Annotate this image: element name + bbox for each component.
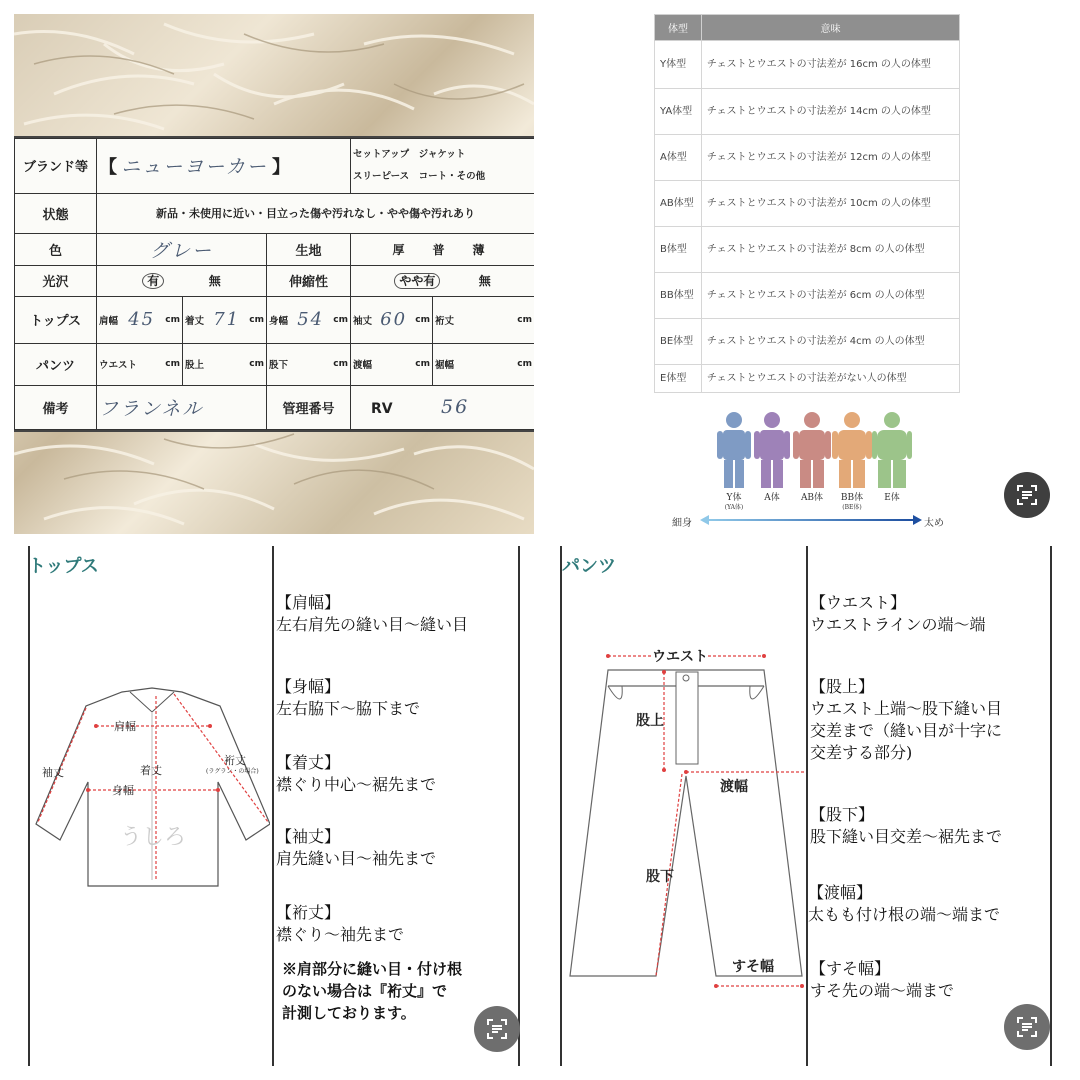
type-options-row-2: スリーピース コート・その他 — [353, 170, 486, 182]
color-value: グレー — [149, 239, 213, 262]
pants-item-waist: 【ウエスト】 ウエストラインの端〜端 — [810, 593, 986, 634]
pants-item-rise: 【股上】 ウエスト上端〜股下縫い目 交差まで（縫い目が十字に 交差する部分) — [810, 677, 1003, 762]
figure-y-body-icon — [714, 410, 754, 490]
tops-item-length: 【着丈】 襟ぐり中心〜裾先まで — [276, 753, 437, 794]
scan-text-button[interactable] — [1004, 472, 1050, 518]
figure-ab-body-icon — [792, 410, 832, 490]
brand-bracket-close: 】 — [272, 157, 290, 179]
diagram-length-label: 着丈 — [140, 764, 162, 777]
fabric-options: 厚 普 薄 — [351, 233, 534, 265]
label-photo — [14, 14, 534, 534]
tops-width: 身幅 54 cm — [269, 309, 349, 331]
tops-item-shoulder: 【肩幅】 左右肩先の縫い目〜縫い目 — [276, 593, 469, 634]
tops-measure-panel — [28, 546, 534, 1066]
pants-thigh: 渡幅 cm — [353, 359, 431, 372]
jacket-diagram — [34, 684, 270, 894]
pants-title: パンツ — [562, 556, 616, 577]
figure-a-body-icon — [752, 410, 792, 490]
tops-item-yuki: 【裄丈】 襟ぐり〜袖先まで — [276, 903, 405, 944]
tops-item-width: 【身幅】 左右脇下〜脇下まで — [276, 677, 421, 718]
scan-text-icon — [1015, 483, 1039, 507]
notes-value: フランネル — [99, 397, 204, 420]
pants-item-hem: 【すそ幅】 すそ先の端〜端まで — [810, 959, 955, 1000]
type-options-row-1: セットアップ ジャケット — [353, 148, 466, 160]
diagram-sleeve-label: 袖丈 — [42, 766, 64, 779]
pants-measure-panel — [560, 546, 1066, 1066]
figure-a-label: A体 — [764, 493, 780, 503]
diagram-hem-label: すそ幅 — [732, 959, 774, 975]
diagram-rise-label: 股上 — [636, 713, 664, 729]
tops-yuki: 裄丈 cm — [435, 314, 532, 327]
brand-value: ニューヨーカー — [121, 156, 268, 179]
tops-title: トップス — [28, 556, 99, 577]
figure-y-sublabel: (YA体) — [724, 504, 744, 511]
brand-bracket-open: 【 — [99, 157, 117, 179]
table-row: BE体型 チェストとウエストの寸法差が 4cm の人の体型 — [655, 319, 960, 365]
diagram-shoulder-label: 肩幅 — [114, 720, 136, 733]
color-label: 色 — [15, 233, 97, 265]
pants-diagram — [564, 642, 804, 992]
tops-shoulder: 肩幅 45 cm — [99, 309, 180, 331]
diagram-yuki-note: (ラグラン・の場合) — [206, 768, 259, 775]
axis-label-slim: 細身 — [672, 518, 692, 529]
tops-note: ※肩部分に縫い目・付け根 のない場合は『裄丈』で 計測しております。 — [282, 960, 463, 1022]
diagram-waist-label: ウエスト — [652, 646, 708, 666]
figure-bb-sublabel: (BE体) — [842, 504, 862, 511]
stretch-no: 無 — [478, 274, 491, 289]
stretch-yes: やや有 — [394, 273, 440, 289]
body-scale-arrow — [700, 514, 922, 526]
figure-bb-body-icon — [832, 410, 872, 490]
fabric-label: 生地 — [267, 233, 351, 265]
tops-sleeve: 袖丈 60 cm — [353, 309, 430, 331]
table-row: E体型 チェストとウエストの寸法差がない人の体型 — [655, 365, 960, 393]
axis-label-thick: 太め — [924, 518, 944, 529]
figure-ab-label: AB体 — [800, 493, 824, 503]
diagram-thigh-label: 渡幅 — [720, 779, 748, 795]
diagram-width-label: 身幅 — [112, 784, 134, 797]
pants-item-thigh: 【渡幅】 太もも付け根の端〜端まで — [808, 883, 1001, 924]
scan-text-icon — [1015, 1015, 1039, 1039]
mgmt-prefix: RV — [371, 401, 393, 418]
scan-text-button[interactable] — [1004, 1004, 1050, 1050]
stretch-label: 伸縮性 — [267, 265, 351, 297]
item-label-card — [14, 136, 534, 432]
header-type: 体型 — [655, 15, 702, 41]
condition-text: 新品・未使用に近い・目立った傷や汚れなし・やや傷や汚れあり — [97, 193, 535, 233]
pants-waist: ウエスト cm — [99, 359, 180, 372]
scan-text-button[interactable] — [474, 1006, 520, 1052]
table-row: Y体型 チェストとウエストの寸法差が 16cm の人の体型 — [655, 41, 960, 89]
pants-inseam: 股下 cm — [269, 359, 349, 372]
table-row: BB体型 チェストとウエストの寸法差が 6cm の人の体型 — [655, 273, 960, 319]
mgmt-value: 56 — [441, 396, 470, 419]
header-meaning: 意味 — [701, 15, 959, 41]
table-row: AB体型 チェストとウエストの寸法差が 10cm の人の体型 — [655, 181, 960, 227]
diagram-back-label: うしろ — [120, 825, 187, 850]
brand-label: ブランド等 — [15, 139, 97, 194]
figure-bb-label: BB体 — [840, 493, 864, 503]
pants-item-inseam: 【股下】 股下縫い目交差〜裾先まで — [810, 805, 1003, 846]
tops-length: 着丈 71 cm — [185, 309, 264, 331]
gloss-no: 無 — [208, 274, 221, 289]
fur-texture-bottom — [14, 424, 534, 534]
scan-text-icon — [485, 1017, 509, 1041]
condition-label: 状態 — [15, 193, 97, 233]
body-type-table — [654, 14, 960, 393]
pants-hem: 裾幅 cm — [435, 359, 533, 372]
mgmt-label: 管理番号 — [267, 385, 351, 429]
table-row: A体型 チェストとウエストの寸法差が 12cm の人の体型 — [655, 135, 960, 181]
fur-texture-top — [14, 14, 534, 134]
notes-label: 備考 — [15, 385, 97, 429]
tops-label: トップス — [15, 297, 97, 343]
pants-label: パンツ — [15, 343, 97, 385]
tops-item-sleeve: 【袖丈】 肩先縫い目〜袖先まで — [276, 827, 437, 868]
diagram-inseam-label: 股下 — [646, 869, 674, 885]
table-row: YA体型 チェストとウエストの寸法差が 14cm の人の体型 — [655, 89, 960, 135]
figure-y-label: Y体 — [726, 493, 742, 503]
diagram-yuki-label: 裄丈 — [224, 754, 246, 767]
figure-e-label: E体 — [884, 493, 900, 503]
body-type-panel — [548, 14, 1068, 534]
gloss-label: 光沢 — [15, 265, 97, 297]
gloss-yes: 有 — [142, 273, 164, 289]
table-row: B体型 チェストとウエストの寸法差が 8cm の人の体型 — [655, 227, 960, 273]
pants-rise: 股上 cm — [185, 359, 264, 372]
figure-e-body-icon — [872, 410, 912, 490]
